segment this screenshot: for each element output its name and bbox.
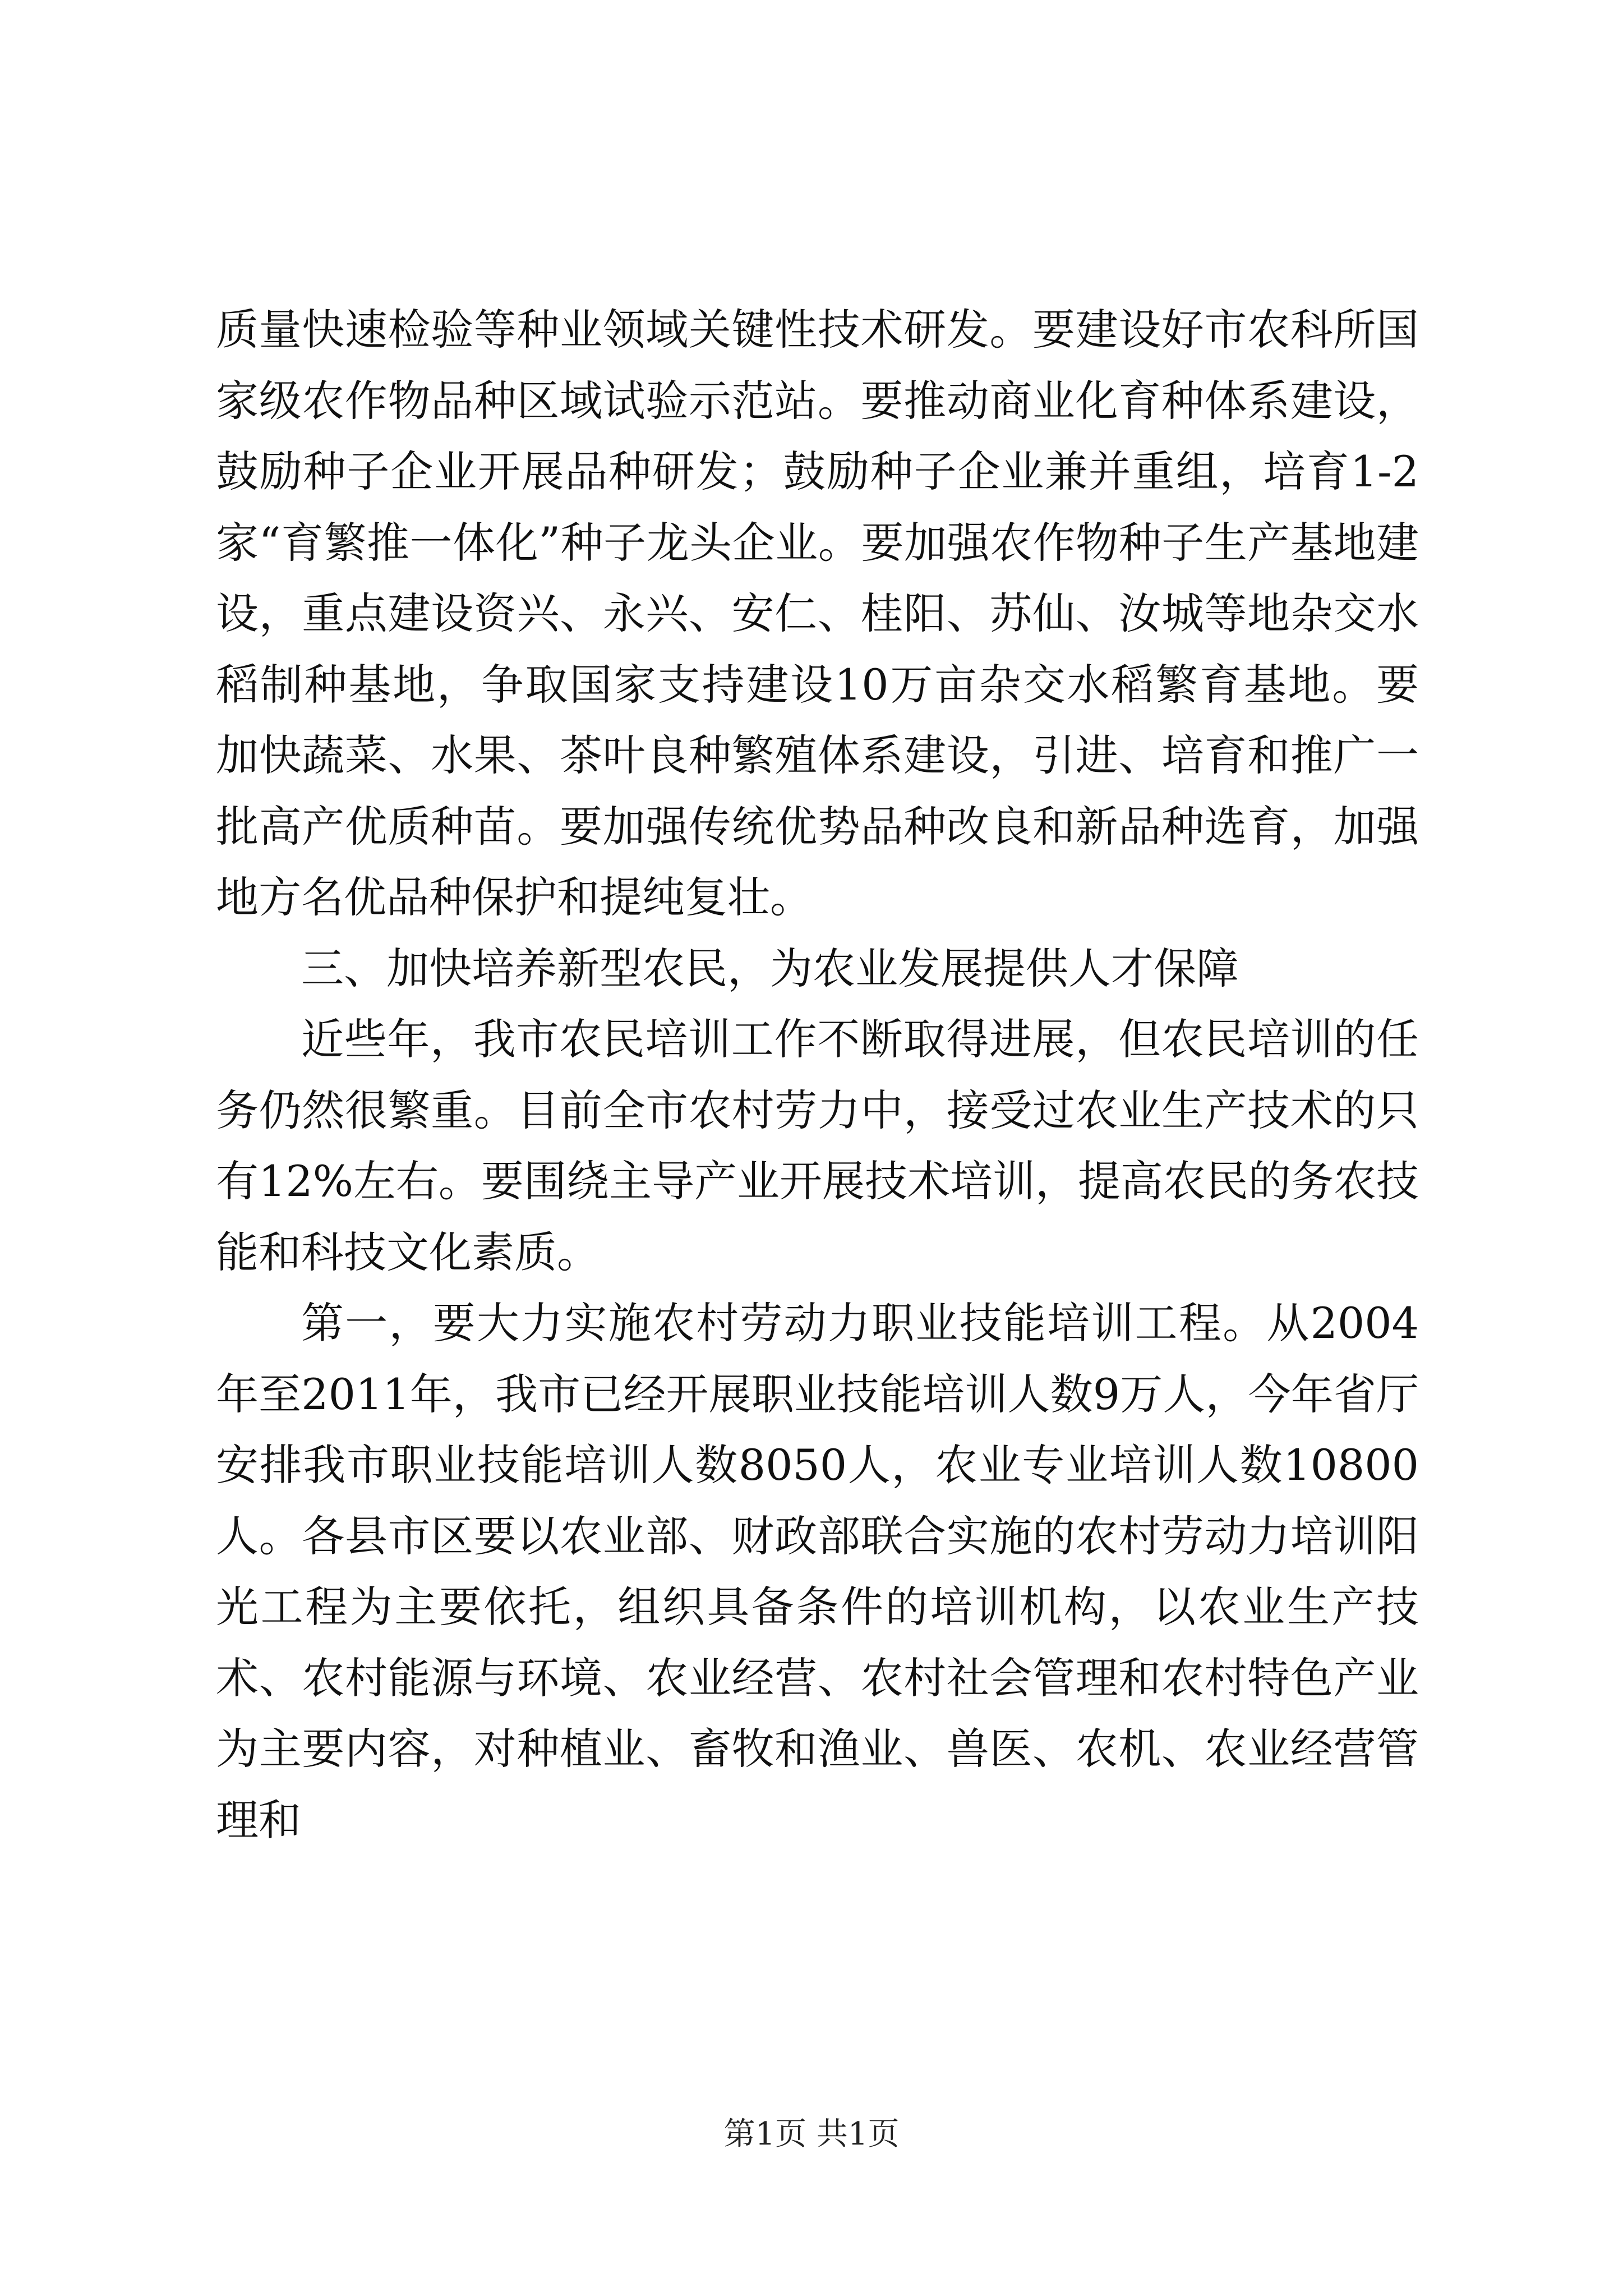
paragraph-vocational-training: 第一，要大力实施农村劳动力职业技能培训工程。从2004年至2011年，我市已经开展职业技能培训人数9万人，今年省厅安排我市职业技能培训人数8050人，农业专业培训人数10800人。各县市区要以农业部、财政部联合实施的农村劳动力培训阳光工程为主要依托，组织具备条件的培训机构，以农业生产技术、农村能源与环境、农业经营、农村社会管理和农村特色产业为主要内容，对种植业、畜牧和渔业、兽医、农机、农业经营管理和 [216, 1298, 1419, 1845]
paragraph-training-overview: 近些年，我市农民培训工作不断取得进展，但农民培训的任务仍然很繁重。目前全市农村劳力中，接受过农业生产技术的只有12%左右。要围绕主导产业开展技术培训，提高农民的务农技能和科技文化素质。 [216, 1014, 1419, 1277]
section-heading-farmer-training: 三、加快培养新型农民，为农业发展提供人才保障 [301, 943, 1239, 993]
document-body [216, 295, 1419, 1856]
page-footer: 第1页 共1页 [723, 2116, 900, 2152]
paragraph-seed-industry: 质量快速检验等种业领域关键性技术研发。要建设好市农科所国家级农作物品种区域试验示范站。要推动商业化育种体系建设，鼓励种子企业开展品种研发；鼓励种子企业兼并重组，培育1-2家“育繁推一体化”种子龙头企业。要加强农作物种子生产基地建设，重点建设资兴、永兴、安仁、桂阳、苏仙、汝城等地杂交水稻制种基地，争取国家支持建设10万亩杂交水稻繁育基地。要加快蔬菜、水果、茶叶良种繁殖体系建设，引进、培育和推广一批高产优质种苗。要加强传统优势品种改良和新品种选育，加强地方名优品种保护和提纯复壮。 [216, 305, 1419, 922]
